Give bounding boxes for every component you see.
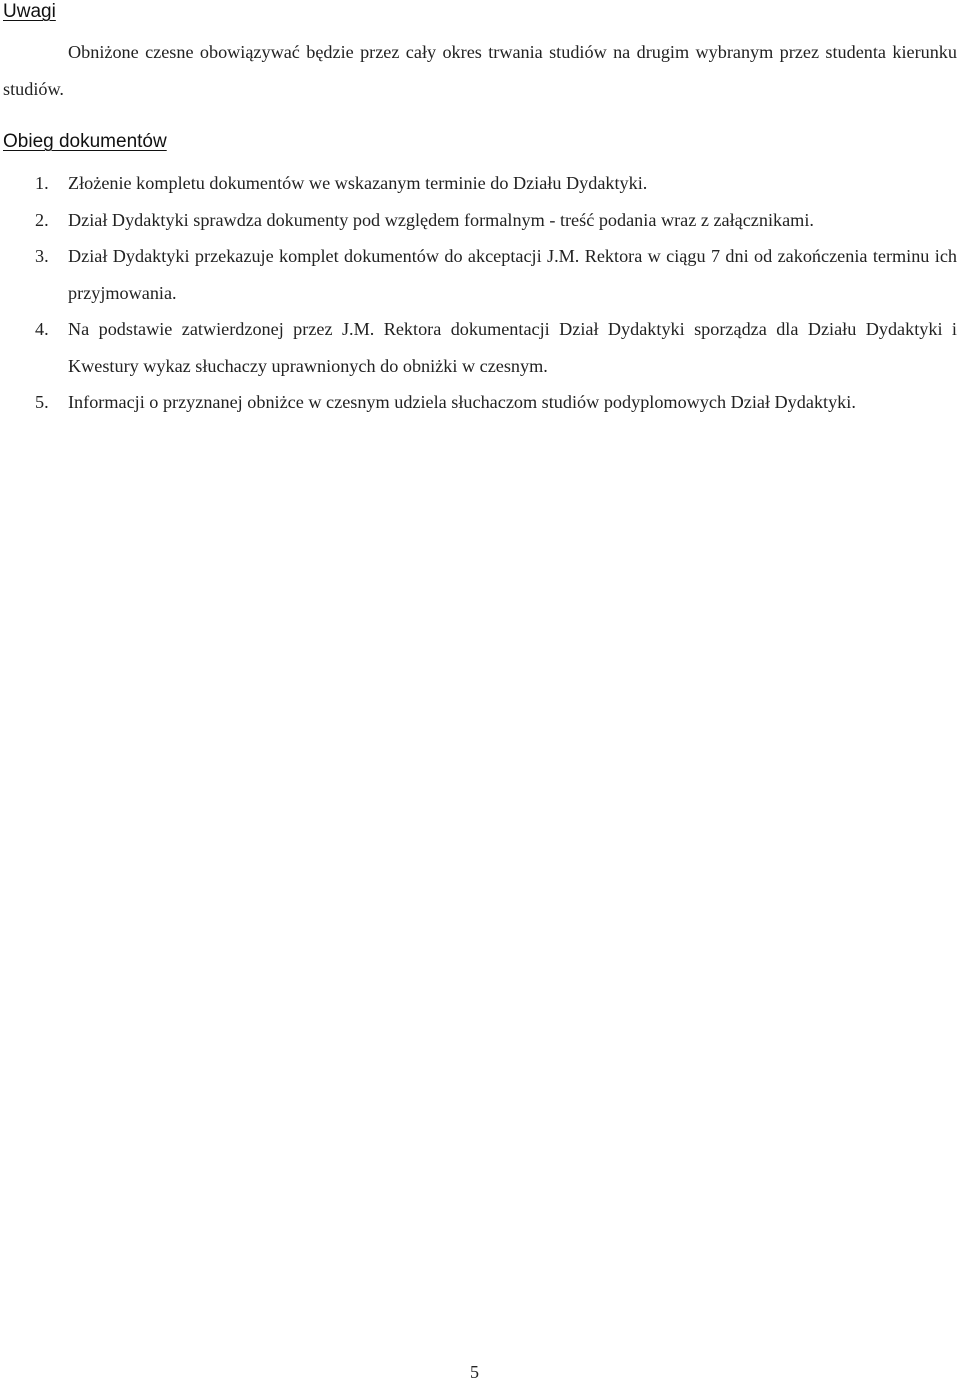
list-item-text: Dział Dydaktyki sprawdza dokumenty pod względem formalnym - treść podania wraz z załącznikami. [68,209,814,230]
list-item [0,384,957,421]
uwagi-heading: Uwagi [3,1,56,22]
obieg-steps-list [0,165,957,421]
list-item [0,202,957,239]
list-item-text: Złożenie kompletu dokumentów we wskazanym terminie do Działu Dydaktyki. [68,173,648,193]
page-number: 5 [470,1362,479,1382]
list-item-number: 5. [35,392,49,412]
list-item-number: 1. [35,173,49,193]
uwagi-paragraph: Obniżone czesne obowiązywać będzie przez cały okres trwania studiów na drugim wybranym przez studenta kierunku studiów. [3,42,957,99]
list-item-text: Dział Dydaktyki przekazuje komplet dokumentów do akceptacji J.M. Rektora w ciągu 7 dni od zakończenia terminu ich przyjmowania. [68,246,957,303]
list-item-number: 3. [35,246,49,266]
list-item-text: Informacji o przyznanej obniżce w czesnym udziela słuchaczom studiów podyplomowych Dział Dydaktyki. [68,392,856,412]
list-item-number: 2. [35,209,49,230]
list-item [0,311,957,384]
list-item-number: 4. [35,319,49,339]
list-item-text: Na podstawie zatwierdzonej przez J.M. Rektora dokumentacji Dział Dydaktyki sporządza dla Działu Dydaktyki i Kwestury wykaz słuchaczy uprawnionych do obniżki w czesnym. [68,319,957,376]
list-item [0,238,957,311]
list-item [0,165,957,202]
obieg-dokumentow-heading: Obieg dokumentów [3,131,167,152]
